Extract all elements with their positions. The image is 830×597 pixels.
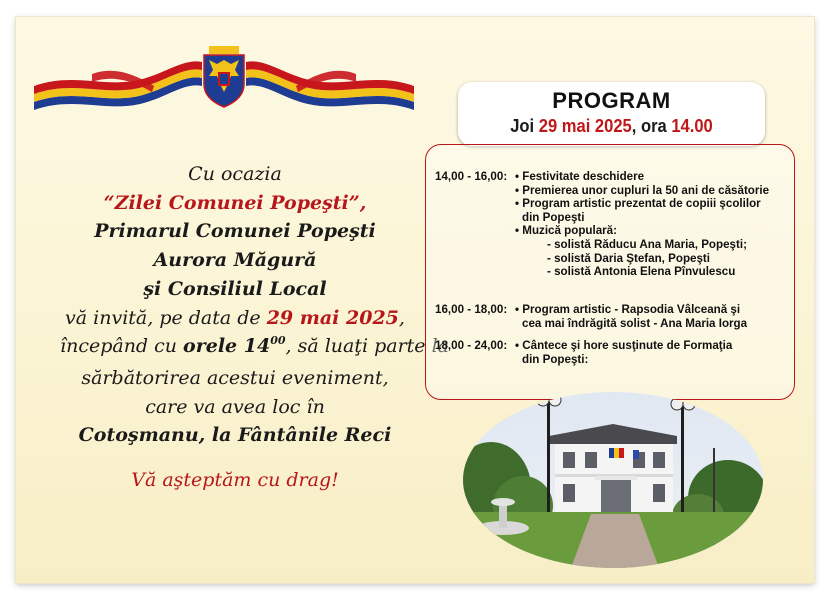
- program-date-value: 29 mai 2025: [538, 116, 632, 136]
- program-hour: 14.00: [671, 116, 713, 136]
- event-name: “Zilei Comunei Popeşti”,: [103, 191, 367, 214]
- schedule-item: • Cântece şi hore susţinute de Formaţia: [515, 339, 800, 353]
- slot-time: 14,00 - 16,00:: [435, 170, 508, 183]
- schedule-item-cont: din Popeşti:: [522, 352, 589, 366]
- program-date-sep: , ora: [631, 116, 672, 136]
- program-title: PROGRAM: [552, 88, 671, 113]
- ribbon-left: [34, 61, 202, 110]
- invitation-date-line: [60, 304, 410, 333]
- soloist-item: - solistă Antonia Elena Pînvulescu: [547, 265, 736, 279]
- hour-superscript: 00: [270, 334, 286, 348]
- soloist-item: - solistă Răducu Ana Maria, Popeşti;: [547, 237, 747, 251]
- event-location: Cotoşmanu, la Fântânile Reci: [78, 424, 392, 447]
- council-name: şi Consiliul Local: [143, 277, 327, 300]
- schedule-item-cont: din Popeşti: [522, 210, 585, 224]
- invitation-hour-line: [60, 332, 449, 364]
- invitation-occasion: Cu ocazia: [188, 163, 282, 185]
- schedule-item: • Premierea unor cupluri la 50 ani de căsătorie: [515, 184, 800, 198]
- coat-of-arms-icon: [201, 46, 247, 108]
- date-prefix: vă invită, pe data de: [65, 306, 267, 329]
- schedule-item-cont: cea mai îndrăgită solist - Ana Maria Iorga: [522, 316, 748, 330]
- program-day: Joi: [510, 116, 539, 136]
- mayor-title: Primarul Comunei Popeşti: [94, 220, 376, 243]
- schedule-item: • Muzică populară:: [515, 224, 800, 238]
- hour-suffix: , să luaţi parte la: [285, 335, 449, 358]
- invitation-line-location-intro: care va avea loc în: [145, 395, 325, 418]
- schedule-item: • Program artistic - Rapsodia Vâlceană şi: [515, 303, 800, 317]
- slot-time: 16,00 - 18,00:: [435, 303, 508, 316]
- schedule-box: [425, 144, 795, 400]
- slot-time: 18,00 - 24,00:: [435, 339, 508, 352]
- invitation-text: [60, 160, 449, 495]
- invitation-line-celebration: sărbătorirea acestui eveniment,: [81, 366, 389, 389]
- event-date: 29 mai 2025: [266, 306, 399, 329]
- hour-prefix: începând cu: [60, 335, 184, 358]
- ribbon-right: [246, 61, 414, 110]
- town-hall-photo: [463, 388, 763, 568]
- soloist-item: - solistă Daria Ştefan, Popeşti: [547, 251, 711, 265]
- program-header: [458, 82, 765, 146]
- welcome-message: Vă aşteptăm cu drag!: [131, 469, 339, 492]
- schedule-item: • Program artistic prezentat de copiii şcolilor: [515, 197, 800, 211]
- program-date: [470, 116, 752, 137]
- date-suffix: ,: [398, 306, 405, 329]
- event-hour: orele 14: [183, 335, 271, 358]
- schedule-item: • Festivitate deschidere: [515, 170, 800, 184]
- mayor-name: Aurora Măgură: [153, 249, 317, 272]
